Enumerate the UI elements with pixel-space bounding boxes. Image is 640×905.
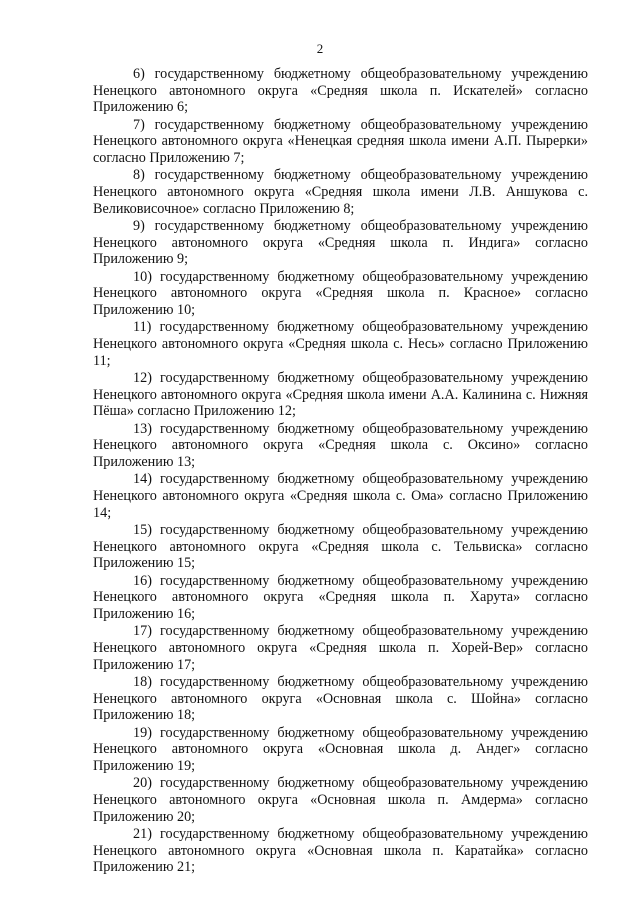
list-item: 15) государственному бюджетному общеобразовательному учреждению Ненецкого автономного округа «Средняя школа с. Тельвиска» согласно Приложению 15; — [93, 522, 588, 572]
list-item: 19) государственному бюджетному общеобразовательному учреждению Ненецкого автономного округа «Основная школа д. Андег» согласно Приложению 19; — [93, 724, 588, 774]
list-item: 20) государственному бюджетному общеобразовательному учреждению Ненецкого автономного округа «Основная школа п. Амдерма» согласно Приложению 20; — [93, 775, 588, 825]
list-item: 9) государственному бюджетному общеобразовательному учреждению Ненецкого автономного округа «Средняя школа п. Индига» согласно Приложению 9; — [93, 218, 588, 268]
list-item: 13) государственному бюджетному общеобразовательному учреждению Ненецкого автономного округа «Средняя школа с. Оксино» согласно Приложению 13; — [93, 420, 588, 470]
list-item: 18) государственному бюджетному общеобразовательному учреждению Ненецкого автономного округа «Основная школа с. Шойна» согласно Приложению 18; — [93, 674, 588, 724]
page-number: 2 — [316, 41, 324, 56]
list-item: 21) государственному бюджетному общеобразовательному учреждению Ненецкого автономного округа «Основная школа п. Каратайка» согласно Приложению 21; — [93, 826, 588, 876]
list-item: 16) государственному бюджетному общеобразовательному учреждению Ненецкого автономного округа «Средняя школа п. Харута» согласно Приложению 16; — [93, 572, 588, 622]
list-item: 6) государственному бюджетному общеобразовательному учреждению Ненецкого автономного округа «Средняя школа п. Искателей» согласно Приложению 6; — [93, 66, 588, 116]
document-body — [93, 66, 588, 877]
list-item: 17) государственному бюджетному общеобразовательному учреждению Ненецкого автономного округа «Средняя школа п. Хорей-Вер» согласно Приложению 17; — [93, 623, 588, 673]
list-item: 10) государственному бюджетному общеобразовательному учреждению Ненецкого автономного округа «Средняя школа п. Красное» согласно Приложению 10; — [93, 268, 588, 318]
list-item: 8) государственному бюджетному общеобразовательному учреждению Ненецкого автономного округа «Средняя школа имени Л.В. Аншукова с. Великовисочное» согласно Приложению 8; — [93, 167, 588, 217]
list-item: 7) государственному бюджетному общеобразовательному учреждению Ненецкого автономного округа «Ненецкая средняя школа имени А.П. Пырерки» согласно Приложению 7; — [93, 116, 588, 166]
list-item: 14) государственному бюджетному общеобразовательному учреждению Ненецкого автономного округа «Средняя школа с. Ома» согласно Приложению 14; — [93, 471, 588, 521]
list-item: 11) государственному бюджетному общеобразовательному учреждению Ненецкого автономного округа «Средняя школа с. Несь» согласно Приложению 11; — [93, 319, 588, 369]
list-item: 12) государственному бюджетному общеобразовательному учреждению Ненецкого автономного округа «Средняя школа имени А.А. Калинина с. Нижняя Пёша» согласно Приложению 12; — [93, 370, 588, 420]
